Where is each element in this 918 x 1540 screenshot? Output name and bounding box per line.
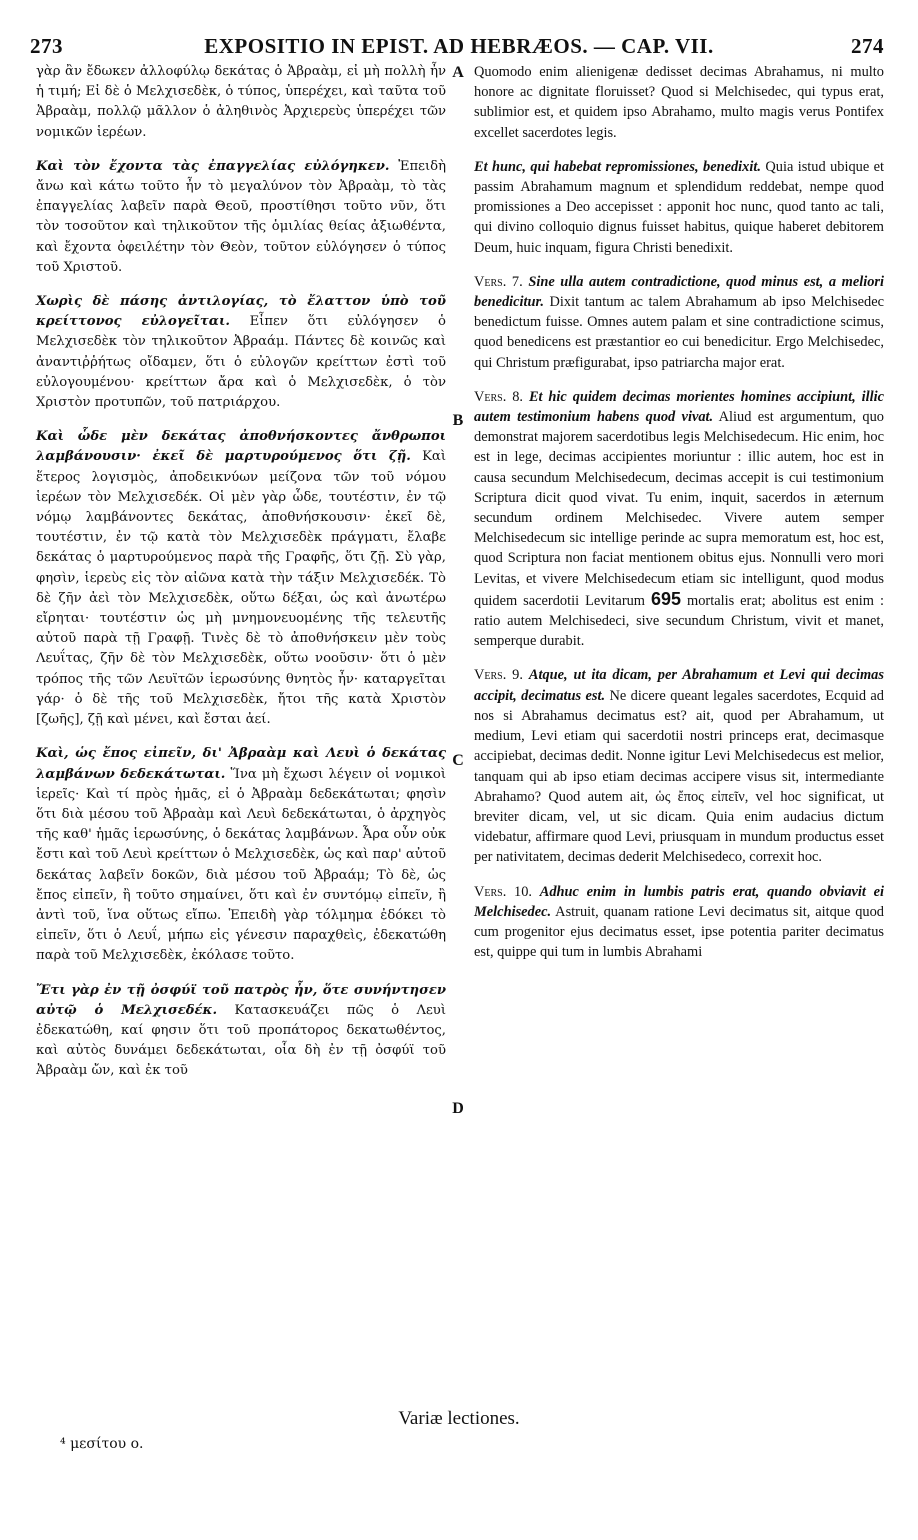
latin-paragraph bbox=[474, 157, 884, 258]
verse-label: Vers. 9. bbox=[474, 667, 523, 684]
greek-lemma: Καὶ, ὡς ἔπος εἰπεῖν, δι' Ἀβραὰμ καὶ Λευὶ ὁ δεκάτας λαμβάνων δεδεκάτωται. bbox=[36, 746, 446, 782]
latin-text: Dixit tantum ac talem Abrahamum ab ipso Melchisedec benedictum fuisse. Omnes autem palam et sine contradictione scimus, quod benedicens est præstantior eo cui benedicitur. Ergo Melchisedec, qui Christum præfigurabat, ipso patriarcha major erat. bbox=[474, 294, 884, 371]
greek-lemma: Χωρὶς δὲ πάσης ἀντιλογίας, τὸ ἔλαττον ὑπὸ τοῦ κρείττονος εὐλογεῖται. bbox=[36, 294, 446, 330]
greek-text: γὰρ ἂν ἔδωκεν ἀλλοφύλῳ δεκάτας ὁ Ἀβραὰμ, εἰ μὴ πολλὴ ἦν ἡ τιμή; Εἰ δὲ ὁ Μελχισεδὲκ, ὁ τύπος, ὑπερέχει, καὶ ταῦτα τοῦ Ἀβραὰμ, πολλῷ μᾶλλον ὁ ἀληθινὸς Ἀρχιερεὺς ὑπερέχει τῶν νομικῶν ἱερέων. bbox=[36, 64, 446, 140]
greek-text: Κατασκευάζει πῶς ὁ Λευὶ ἐδεκατώθη, καί φησιν ὅτι τοῦ προπάτορος δεκατωθέντος, καὶ αὐτὸς δυνάμει δεδεκάτωται, οἷα δὴ ἐν τῇ ὀσφύϊ τοῦ Ἀβραὰμ ὤν, καὶ ἐκ τοῦ bbox=[36, 1002, 446, 1079]
latin-lemma: Et hic quidem decimas morientes homines accipiunt, illic autem testimonium habens quod vivat. bbox=[474, 388, 884, 426]
page-number-left: 273 bbox=[30, 34, 63, 58]
greek-lemma: Καὶ ὧδε μὲν δεκάτας ἀποθνήσκοντες ἄνθρωποι λαμβάνουσιν· ἐκεῖ δὲ μαρτυρούμενος ὅτι ζῇ. bbox=[36, 429, 446, 465]
greek-paragraph bbox=[36, 157, 446, 278]
greek-paragraph bbox=[36, 427, 446, 730]
latin-paragraph bbox=[474, 387, 884, 652]
greek-text: Καὶ ἕτερος λογισμὸς, ἀποδεικνύων μείζονα τῶν τοῦ νόμου ἱερέων τὸν Μελχισεδέκ. Οἱ μὲν γὰρ ὧδε, τουτέστιν, ἐν τῷ νόμῳ λαμβάνοντες δεκάτας, ἀποθνήσκουσιν· ἐκεῖ δὲ, τουτέστιν, ἐν τῷ κατὰ τὸν Μελχισεδὲκ πράγματι, ἔλαβε δεκάτας ὁ μαρτυρούμενος παρὰ τῆς Γραφῆς, ὅτι ζῇ. Σὺ γὰρ, φησὶν, ἱερεὺς εἰς τὸν αἰῶνα κατὰ τὴν τάξιν Μελχισεδέκ. Τὸ δὲ ζῆν ἀεὶ τὸν Μελχισεδὲκ, οὕτω δέξαι, ὡς καὶ ἀνωτέρω εἴρηται· τουτέστιν ὡς μὴ μνημονευομένης τῆς τελευτῆς αὐτοῦ παρὰ τῇ Γραφῇ. Τινὲς δὲ τὸ ἀποθνήσκειν μὲν τοὺς Λευΐτας, ζῆν δὲ τὸν Μελχισεδὲκ, οὕτω νοοῦσιν· ὅτι ὁ μὲν τρόπος τῆς τῶν Λευϊτῶν ἱερωσύνης θνητὸς ἦν· καταργεῖται γάρ· ὁ δὲ τῆς τοῦ Μελχισεδὲκ, ἤτοι τῆς κατὰ Χριστὸν [ζωῆς], ζῇ καὶ μένει, καὶ ἔσται ἀεί. bbox=[36, 449, 446, 728]
greek-paragraph bbox=[36, 62, 446, 143]
running-title: EXPOSITIO IN EPIST. AD HEBRÆOS. — CAP. VII. bbox=[204, 34, 714, 58]
latin-paragraph bbox=[474, 665, 884, 867]
latin-text: mortalis erat; abolitus est enim : ratio autem Melchisedeci, sive secundum Christum, vivit et manet, semperque durabit. bbox=[474, 592, 884, 650]
greek-lemma: Καὶ τὸν ἔχοντα τὰς ἐπαγγελίας εὐλόγηκεν. bbox=[36, 158, 390, 174]
footnote: ⁴ μεσίτου ο. bbox=[60, 1436, 144, 1452]
greek-lemma: Ἔτι γὰρ ἐν τῇ ὀσφύϊ τοῦ πατρὸς ἦν, ὅτε συνήντησεν αὐτῷ ὁ Μελχισεδέκ. bbox=[36, 982, 446, 1018]
verse-label: Vers. 8. bbox=[474, 388, 524, 405]
margin-marker-d: D bbox=[452, 1100, 464, 1117]
greek-column bbox=[36, 62, 446, 1092]
greek-paragraph bbox=[36, 292, 446, 413]
latin-column bbox=[474, 62, 884, 972]
margin-marker-c: C bbox=[452, 752, 464, 769]
latin-lemma: Atque, ut ita dicam, per Abrahamum et Levi qui decimas accipit, decimatus est. bbox=[474, 667, 884, 704]
running-header bbox=[30, 34, 888, 62]
variae-lectiones-heading: Variæ lectiones. bbox=[398, 1408, 520, 1429]
latin-text: Astruit, quanam ratione Levi decimatus sit, aitque quod cum progenitor ejus decimatus esset, ipse potentia pariter decimatus est, quippe qui tum in lumbis Abrahami bbox=[474, 903, 884, 961]
latin-text: Quia istud ubique et passim Abrahamum magnum et splendidum reddebat, nempe quod promissiones a Deo accepisset : apponit hoc nunc, quod tanto ac tali, qui divino colloquio dignus fuisset habitus, quique haberet debitorem Deum, huic inquam, figura Christi benedixit. bbox=[474, 158, 885, 256]
margin-marker-a: A bbox=[452, 64, 464, 81]
latin-lemma: Sine ulla autem contradictione, quod minus est, a meliori benedicitur. bbox=[474, 273, 884, 311]
greek-paragraph bbox=[36, 744, 446, 966]
latin-text: Quomodo enim alienigenæ dedisset decimas Abrahamus, ni multo honore ac dignitate floruisset? Quod si Melchisedec, qui typus erat, sublimior est, et quidem ipso Abrahamo, multo magis verus Pontifex excellet sacerdotes legis. bbox=[474, 64, 884, 141]
verse-label: Vers. 7. bbox=[474, 273, 523, 290]
verse-label: Vers. 10. bbox=[474, 883, 533, 900]
latin-paragraph bbox=[474, 882, 884, 963]
greek-text: Ἵνα μὴ ἔχωσι λέγειν οἱ νομικοὶ ἱερεῖς· Καὶ τί πρὸς ἡμᾶς, εἰ ὁ Ἀβραὰμ δεδεκάτωται; φησὶν ὅτι διὰ μέσου τοῦ Ἀβραὰμ καὶ Λευὶ δεδεκάτωται, ὁ ἀρχηγὸς τῆς καθ' ἡμᾶς ἱερωσύνης, ὁ δεκάτας λαμβάνων. Ἆρα οὖν οὐκ ἔστι καὶ τοῦ Λευὶ κρείττων ὁ Μελχισεδὲκ, ὡς καὶ παρ' αὐτοῦ δεκάτας λαβεῖν δοκῶν, διὰ μέσου τοῦ Ἀβραάμ; Τὸ δὲ, ὡς ἔπος εἰπεῖν, ἢ τοῦτο σημαίνει, ὅτι καὶ ἐν συντόμῳ εἰπεῖν, ἢ ἀντὶ τοῦ, ἵνα οὕτως εἴπω. Ἐπειδὴ γὰρ τόλμημα ἐδόκει τὸ εἰπεῖν, ὅτι ὁ Λευΐ, μήπω εἰς γένεσιν παραχθεὶς, ἐδεκατώθη παρὰ τοῦ Μελχισεδὲκ, ἐκόλασε τοῦτο. bbox=[36, 766, 446, 964]
latin-lemma: Adhuc enim in lumbis patris erat, quando obviavit ei Melchisedec. bbox=[474, 883, 884, 920]
page-number-right: 274 bbox=[851, 34, 884, 58]
greek-text: Ἐπειδὴ ἄνω καὶ κάτω τοῦτο ἦν τὸ μεγαλύνον τὸν Ἀβραὰμ, τὸ τὰς ἐπαγγελίας λαβεῖν παρὰ Θεοῦ, προστίθησι τοῦτο νῦν, ὅτι τὸν τοσοῦτον καὶ τηλικοῦτον τῆς ὁμιλίας θείας ἀξιωθέντα, καὶ ἔχοντα ὀφειλέτην τὸν Θεὸν, τοῦτον εὐλόγησεν ὁ τύπος τοῦ Χριστοῦ. bbox=[36, 158, 446, 275]
margin-marker-b: B bbox=[452, 412, 464, 429]
greek-text: Εἶπεν ὅτι εὐλόγησεν ὁ Μελχισεδὲκ τὸν τηλικοῦτον Ἀβραάμ. Πάντες δὲ κοινῶς καὶ ἀναντιῤῥήτως οἴδαμεν, ὅτι ὁ εὐλογῶν κρείττων ἐστὶ τοῦ εὐλογουμένου· κρείττων ἄρα καὶ ὁ Μελχισεδὲκ, ὁ τὸν Χριστὸν προτυπῶν, τοῦ πατριάρχου. bbox=[36, 314, 446, 411]
greek-paragraph bbox=[36, 981, 446, 1082]
latin-paragraph bbox=[474, 62, 884, 143]
latin-paragraph bbox=[474, 272, 884, 373]
latin-text: Ne dicere queant legales sacerdotes, Ecquid ad nos si Abrahamus decimatus est? ait, quod per Abrahamum, ut medium, Levi etiam qui sacerdotii nostri princeps erat, decimasque accipiebat, decimas dedit. Nonne igitur Levi Melchisedecus est melior, tanquam qui ab ipso etiam decimas accipere visus sit, intermediante Abrahamo? Quod autem ait, ὡς ἔπος εἰπεῖν, vel hoc significat, ut breviter dicam, vel, ut sic dicam. Quia enim audacius dictum videbatur, affirmare quod Levi, priusquam in mundum productus esset per nativitatem, decimas dederit Melchisedeco, correxit hoc. bbox=[474, 687, 884, 866]
column-number: 695 bbox=[651, 588, 682, 609]
latin-text: Aliud est argumentum, quo demonstrat majorem sacerdotibus legis Melchisedecum. Hic enim, hoc est in lege, decimas accipientes moriuntur : illic autem, hoc est in causa secundum Melchisedecum, decimas accepit is cui testimonium Scriptura dicit quod vivat. Tu enim, inquit, sacerdos in æternum secundum ordinem Melchisedec. Vivere autem semper Melchisedecum sic intellige perinde ac supra memoratum est, hoc est, quod Scriptura non faciat mentionem obitus ejus. Nonnulli vero mori Levitas, et vivere Melchisedecum etiam sic intelligunt, quod modus quidem sacerdotii Levitarum bbox=[474, 409, 884, 609]
latin-lemma: Et hunc, qui habebat repromissiones, benedixit. bbox=[474, 158, 761, 175]
